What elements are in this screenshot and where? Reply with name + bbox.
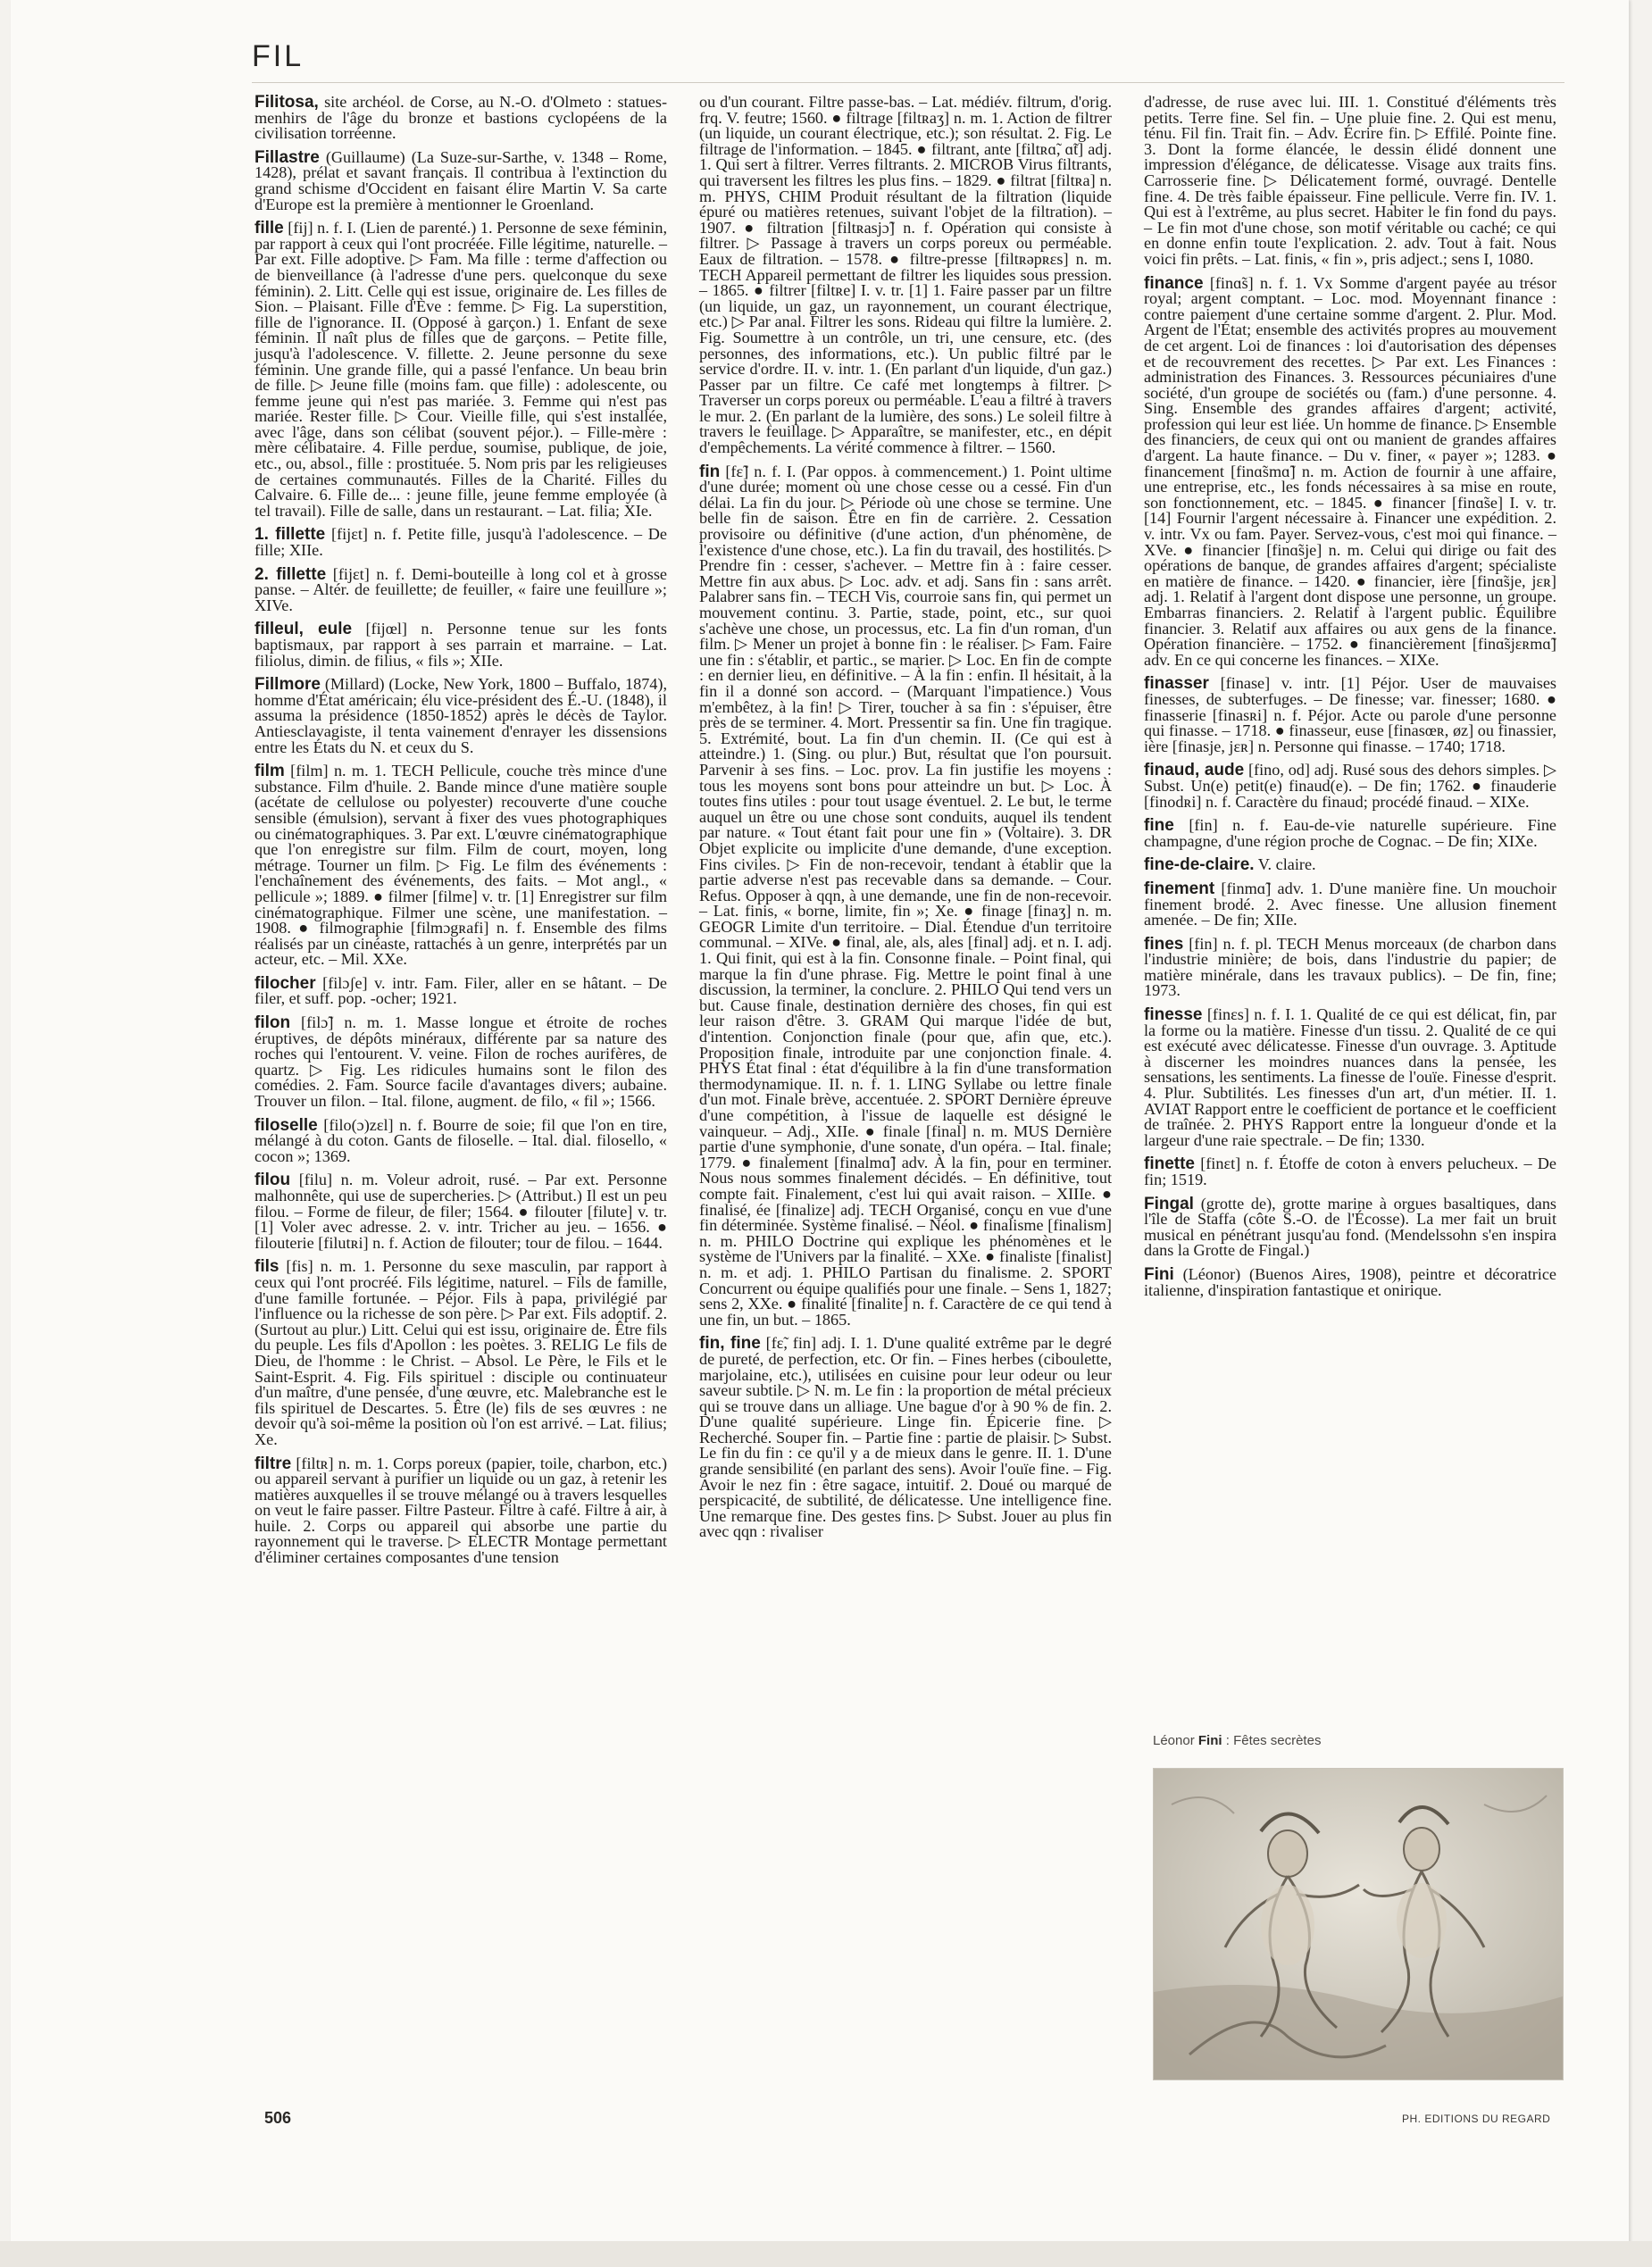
entry-headword: fils bbox=[254, 1257, 280, 1277]
entry-headword: finesse bbox=[1144, 1005, 1203, 1025]
dictionary-entry bbox=[254, 677, 667, 755]
dictionary-entry bbox=[1144, 95, 1556, 268]
entry-headword: filoselle bbox=[254, 1115, 318, 1135]
entry-definition: d'adresse, de ruse avec lui. III. 1. Constitué d'éléments très petits. Terre fine. Sel fin. – Une pluie fine. 2. Qui est menu, ténu. Fil fin. Trait fin. – Adv. Écrire fin. ▷ Effilé. Pointe fine. 3. Dont la forme élancée, le dessin élidé donnent une impression d'élégance, de délicatesse. Visage aux traits fins. Carrosserie fine. ▷ Délicatement formé, ouvragé. Dentelle fine. 4. De très faible épaisseur. Fine pellicule. Verre fin. IV. 1. Qui est à l'extrême, au plus secret. Habiter le fin fond du pays. – Le fin mot d'une chose, son motif véritable ou caché; ce qui en donne enfin toute l'explication. 2. adv. Tout à fait. Nous voici fin prêts. – Lat. finis, « fin », pris adject.; sens I, 1080. bbox=[1144, 93, 1556, 268]
entry-headword: finette bbox=[1144, 1154, 1195, 1174]
entry-headword: Fillastre bbox=[254, 147, 320, 167]
figure-caption bbox=[1153, 1733, 1564, 1748]
entry-definition: [fin] n. f. Eau-de-vie naturelle supérieure. Fine champagne, d'une région proche de Cognac. – De fin; XIXe. bbox=[1144, 816, 1556, 850]
dictionary-entry bbox=[699, 464, 1112, 1329]
dictionary-entry bbox=[254, 221, 667, 519]
dictionary-entry bbox=[254, 1456, 667, 1566]
dictionary-entry bbox=[1144, 273, 1557, 669]
entry-headword: fin bbox=[699, 462, 721, 481]
entry-definition: site archéol. de Corse, au N.-O. d'Olmeto : statues-menhirs de l'âge du bronze et bastions cyclopéens de la civilisation torréenne. bbox=[254, 93, 667, 143]
dictionary-entry bbox=[1144, 763, 1556, 810]
entry-definition: [filo(ɔ)zɛl] n. f. Bourre de soie; fil que l'on en tire, mélangé à du coton. Gants de filoselle. – Ital. dial. filosello, « cocon »; 1369. bbox=[254, 1115, 667, 1165]
dictionary-entry bbox=[1144, 881, 1556, 929]
entry-definition: (Millard) (Locke, New York, 1800 – Buffalo, 1874), homme d'État américain; élu vice-président des É.-U. (1848), il assuma la présidence (1850-1852) après le décès de Taylor. Antiesclavagiste, il tenta vainement d'enrayer les dissensions entre les États du N. et ceux du S. bbox=[254, 675, 667, 756]
entry-definition: [fɛ̃, fin] adj. I. 1. D'une qualité extrême par le degré de pureté, de perfection, etc. Or fin. – Fines herbes (ciboulette, marjolaine, etc.), utilisées en cuisine pour leur odeur ou leur saveur subtile. ▷ N. m. Le fin : la proportion de métal précieux qui se trouve dans un alliage. Une bague d'or à 90 % de fin. 2. D'une qualité supérieure. Linge fin. Épicerie fine. ▷ Recherché. Souper fin. – Partie fine : partie de plaisir. ▷ Subst. Le fin du fin : ce qu'il y a de mieux dans le genre. II. 1. D'une grande sensibilité (en parlant des sens). Avoir l'ouïe fine. – Fig. Avoir le nez fin : être sagace, intuitif. 2. Doué ou marqué de perspicacité, de subtilité, de délicatesse. Une intelligence fine. Une remarque fine. Des gestes fins. ▷ Subst. Jouer au plus fin avec qqn : rivaliser bbox=[699, 1334, 1112, 1541]
entry-definition: [filɔʃe] v. intr. Fam. Filer, aller en se hâtant. – De filer, et suff. pop. -ocher; 1921. bbox=[254, 973, 667, 1008]
entry-headword: filou bbox=[254, 1171, 291, 1190]
entry-headword: fine-de-claire. bbox=[1144, 855, 1255, 875]
dictionary-entry bbox=[254, 1115, 667, 1165]
entry-headword: fille bbox=[254, 219, 284, 238]
dictionary-entry bbox=[1144, 676, 1556, 754]
dictionary-entry bbox=[254, 147, 668, 213]
dictionary-entry bbox=[1144, 818, 1556, 849]
caption-name: Léonor bbox=[1153, 1733, 1195, 1748]
painting-illustration bbox=[1153, 1768, 1564, 2080]
dictionary-entry bbox=[1144, 1156, 1556, 1188]
column-2 bbox=[699, 95, 1112, 1548]
dictionary-entry bbox=[1144, 1007, 1556, 1148]
dictionary-entry bbox=[254, 1172, 667, 1251]
running-head: FIL bbox=[252, 39, 305, 73]
running-head-rule bbox=[252, 82, 1564, 83]
dictionary-entry bbox=[254, 1259, 667, 1447]
dictionary-entry bbox=[1144, 1264, 1556, 1299]
dictionary-entry bbox=[1144, 857, 1556, 873]
entry-definition: [finmɑ̃] adv. 1. D'une manière fine. Un mouchoir finement brodé. 2. Avec finesse. Une allusion finement amenée. – De fin; XIIe. bbox=[1144, 879, 1557, 929]
dictionary-entry bbox=[254, 1015, 667, 1110]
entry-definition: [fijɛt] n. f. Petite fille, jusqu'à l'adolescence. – De fille; XIIe. bbox=[254, 525, 667, 560]
entry-headword: fines bbox=[1144, 934, 1184, 954]
dictionary-entry bbox=[254, 621, 667, 669]
entry-headword: Fini bbox=[1144, 1264, 1174, 1284]
dictionary-entry bbox=[254, 527, 667, 558]
entry-definition: ou d'un courant. Filtre passe-bas. – Lat. médiév. filtrum, d'orig. frq. V. feutre; 1560. ● filtrage [filtʀaʒ] n. m. 1. Action de filtrer (un liquide, un courant électrique, etc.); son résultat. 2. Fig. Le filtrage de l'information. – 1845. ● filtrant, ante [filtʀɑ̃, ɑ̃t] adj. 1. Qui sert à filtrer. Verres filtrants. 2. MICROB Virus filtrants, qui traversent les filtres les plus fins. – 1829. ● filtrat [filtʀa] n. m. PHYS, CHIM Produit résultant de la filtration (liquide épuré ou matières retenues, suivant l'objet de la filtration). – 1907. ● filtration [filtʀasjɔ̃] n. f. Opération qui consiste à filtrer. ▷ Passage à travers un corps poreux ou perméable. Eaux de filtration. – 1578. ● filtre-presse [filtʀəpʀɛs] n. m. TECH Appareil permettant de filtrer les liquides sous pression. – 1865. ● filtrer [filtʀe] I. v. tr. [1] 1. Faire passer par un filtre (un liquide, un gaz, un rayonnement, un courant électrique, etc.) ▷ Par anal. Filtrer les sons. Rideau qui filtre la lumière. 2. Fig. Soumettre à un contrôle, un tri, une censure, etc. (des personnes, des informations, etc.). Un public filtré par le service d'ordre. II. v. intr. 1. (En parlant d'un liquide, d'un gaz.) Passer par un filtre. Ce café met longtemps à filtrer. ▷ Traverser un corps poreux ou perméable. L'eau a filtré à travers le mur. 2. (En parlant de la lumière, des sons.) Le soleil filtre à travers le feuillage. ▷ Apparaître, se manifester, etc., en dépit d'empêchements. La vérité commence à filtrer. – 1560. bbox=[699, 93, 1112, 457]
entry-definition: [filtʀ] n. m. 1. Corps poreux (papier, toile, charbon, etc.) ou appareil servant à purifier un liquide ou un gaz, à retenir les matières auxquelles il se trouve mélangé ou à travers lesquelles on veut le faire passer. Filtre Pasteur. Filtre à café. Filtre à air, à huile. 2. Corps ou appareil qui absorbe une partie du rayonnement qui le traverse. ▷ ELECTR Montage permettant d'éliminer certaines composantes d'une tension bbox=[254, 1454, 667, 1567]
entry-definition: [fino, od] adj. Rusé sous des dehors simples. ▷ Subst. Un(e) petit(e) finaud(e). – De fin; 1762. ● finauderie [finodʀi] n. f. Caractère du finaud; procédé finaud. – XIXe. bbox=[1144, 761, 1556, 811]
entry-definition: [fis] n. m. 1. Personne du sexe masculin, par rapport à ceux qui l'ont procréé. Fils légitime, naturel. – Fils de famille, d'une famille fortunée. – Péjor. Fils à papa, privilégié par l'influence ou la richesse de son père. ▷ Par ext. Fils adoptif. 2. (Surtout au plur.) Litt. Celui qui est issu, originaire de. Être fils du peuple. Les fils d'Apollon : les poètes. 3. RELIG Le fils de Dieu, de l'homme : le Christ. – Absol. Le Père, le Fils et le Saint-Esprit. 4. Fig. Fils spirituel : disciple ou continuateur d'un maître, d'une pensée, d'une œuvre, etc. Malebranche est le fils spirituel de Descartes. 5. Être (le) fils de ses œuvres : ne devoir qu'à soi-même la position où l'on est arrivé. – Lat. filius; Xe. bbox=[254, 1257, 668, 1448]
entry-definition: (Léonor) (Buenos Aires, 1908), peintre et décoratrice italienne, d'inspiration fantastique et onirique. bbox=[1144, 1264, 1556, 1299]
entry-definition: [fin] n. f. pl. TECH Menus morceaux (de charbon dans l'industrie minière; de bois, dans l'industrie du papier; de matière minérale, dans les travaux publics). – De fin, fine; 1973. bbox=[1144, 934, 1556, 1000]
entry-headword: fin, fine bbox=[699, 1334, 761, 1354]
dictionary-entry bbox=[699, 95, 1112, 456]
painting-image bbox=[1154, 1769, 1563, 2079]
dictionary-entry bbox=[699, 1336, 1112, 1540]
entry-definition: [filɔ̃] n. m. 1. Masse longue et étroite de roches éruptives, de dépôts minéraux, différente par sa nature des roches qui l'entourent. V. veine. Filon de roches aurifères, de quartz. ▷ Fig. Les ridicules humains sont le filon des comédies. 2. Fam. Source facile d'avantages divers; aubaine. Trouver un filon. – Ital. filone, augment. de filo, « fil »; 1566. bbox=[254, 1013, 667, 1111]
column-3 bbox=[1144, 95, 1556, 1306]
dictionary-entry bbox=[1144, 1196, 1556, 1259]
entry-definition: [finɑ̃s] n. f. 1. Vx Somme d'argent payée au trésor royal; argent comptant. – Loc. mod. Moyennant finance : contre paiement d'une certaine somme d'argent. 2. Plur. Mod. Argent de l'État; ensemble des activités propres au mouvement de cet argent. Loi de finances : loi d'autorisation des dépenses et de recouvrement des recettes. ▷ Par ext. Les Finances : administration des Finances. 3. Ressources pécuniaires d'une société, d'un groupe de sociétés ou (fam.) d'une personne. 4. Sing. Ensemble des grandes affaires d'argent; activité, profession qui leur est liée. Un homme de finance. ▷ Ensemble des financiers, de ceux qui ont ou manient de grandes affaires d'argent. La haute finance. – Du v. finer, « payer »; 1283. ● financement [finɑ̃smɑ̃] n. m. Action de fournir à une affaire, une entreprise, etc., les fonds nécessaires à sa mise en route, son fonctionnement, etc. – 1845. ● financer [finɑ̃se] I. v. tr. [14] Fournir l'argent nécessaire à. Financer une expédition. 2. v. intr. Vx ou fam. Payer. Servez-vous, c'est moi qui finance. – XVe. ● financier [finɑ̃sje] n. m. Celui qui dirige ou fait des opérations de banque, de grandes affaires d'argent; spécialiste en matière de finance. – 1420. ● financier, ière [finɑ̃sje, jɛʀ] adj. 1. Relatif à l'argent dont dispose une personne, un groupe. Embarras financiers. 2. Relatif à l'argent public. Équilibre financier. 3. Relatif aux affaires ou aux gens de la finance. Opération financière. – 1752. ● financièrement [finɑ̃sjɛʀmɑ̃] adv. En ce qui concerne les finances. – XIXe. bbox=[1144, 273, 1557, 669]
entry-definition: (grotte de), grotte marine à orgues basaltiques, dans l'île de Staffa (côte S.-O. de l'Écosse). La mer fait un bruit musical en pénétrant jusqu'au fond. (Mendelssohn s'en inspira dans la Grotte de Fingal.) bbox=[1144, 1194, 1556, 1260]
dictionary-entry bbox=[254, 763, 667, 968]
entry-headword: finaud, aude bbox=[1144, 761, 1245, 780]
dictionary-entry bbox=[254, 973, 667, 1008]
entry-definition: [filu] n. m. Voleur adroit, rusé. – Par ext. Personne malhonnête, qui use de supercheries. ▷ (Attribut.) Il est un peu filou. – Forme de fileur, de filer; 1564. ● filouter [filute] v. tr. [1] Voler avec adresse. 2. v. intr. Tricher au jeu. – 1656. ● filouterie [filutʀi] n. f. Action de filouter; tour de filou. – 1644. bbox=[254, 1171, 667, 1252]
entry-definition: V. claire. bbox=[1257, 855, 1316, 874]
entry-definition: [fijɛt] n. f. Demi-bouteille à long col et à grosse panse. – Altér. de feuillette; de feuiller, « faire une feuillure »; XIVe. bbox=[254, 564, 668, 614]
entry-headword: finement bbox=[1144, 879, 1215, 898]
entry-definition: [film] n. m. 1. TECH Pellicule, couche très mince d'une substance. Film d'huile. 2. Bande mince d'une matière souple (acétate de cellulose ou polyester) recouverte d'une couche sensible (émulsion), servant à fixer des vues photographiques ou cinématographiques. 3. Par ext. L'œuvre cinématographique que l'on enregistre sur film. Film de court, moyen, long métrage. Tourner un film. ▷ Fig. Le film des événements : l'enchaînement des événements, des faits. – Mot angl., « pellicule »; 1889. ● filmer [filme] v. tr. [1] Enregistrer sur film cinématographique. Filmer une scène, une manifestation. – 1908. ● filmographie [filmɔgʀafi] n. f. Ensemble des films réalisés par un cinéaste, rattachés à un genre, interprétés par un acteur, etc. – Mil. XXe. bbox=[254, 762, 667, 969]
entry-headword: finasser bbox=[1144, 674, 1209, 694]
entry-definition: [finɛt] n. f. Étoffe de coton à envers pelucheux. – De fin; 1519. bbox=[1144, 1154, 1556, 1188]
column-1 bbox=[254, 95, 667, 1574]
entry-headword: finance bbox=[1144, 273, 1204, 293]
entry-definition: [finase] v. intr. [1] Péjor. User de mauvaises finesses, de subterfuges. – De finesse; var. finesser; 1680. ● finasserie [finasʀi] n. f. Péjor. Acte ou parole d'une personne qui finasse. – 1718. ● finasseur, euse [finasœʀ, øz] ou finassier, ière [finasje, jɛʀ] n. Personne qui finasse. – 1740; 1718. bbox=[1144, 674, 1556, 755]
entry-headword: film bbox=[254, 762, 285, 781]
page-bottom-edge bbox=[0, 2241, 1652, 2267]
entry-definition: [fijœl] n. Personne tenue sur les fonts baptismaux, par rapport à ses parrain et marraine. – Lat. filiolus, dimin. de filius, « fils »; XIIe. bbox=[254, 620, 667, 670]
photo-credit: PH. EDITIONS DU REGARD bbox=[1402, 2113, 1551, 2125]
entry-headword: Fillmore bbox=[254, 675, 321, 695]
dictionary-entry bbox=[1144, 934, 1556, 1000]
entry-headword: fine bbox=[1144, 816, 1174, 836]
entry-headword: filocher bbox=[254, 973, 316, 993]
entry-headword: 1. fillette bbox=[254, 525, 326, 545]
dictionary-entry bbox=[254, 564, 668, 614]
entry-headword: filon bbox=[254, 1013, 291, 1033]
entry-definition: [fɛ̃] n. f. I. (Par oppos. à commencement.) 1. Point ultime d'une durée; moment où une chose cesse ou a cessé. Fin d'un délai. La fin du jour. ▷ Période où une chose se termine. Une belle fin de saison. Être en fin de carrière. 2. Cessation provisoire ou définitive (d'une action, d'un phénomène, de l'existence d'une chose, etc.). La fin du travail, des hostilités. ▷ Prendre fin : cesser, s'achever. – Mettre fin à : faire cesser. Mettre fin aux abus. ▷ Loc. adv. et adj. Sans fin : sans arrêt. Palabrer sans fin. – TECH Vis, courroie sans fin, qui permet un mouvement continu. 3. Partie, stade, point, etc., sur quoi s'achève une chose, un processus, etc. La fin d'un roman, d'un film. ▷ Mener un projet à bonne fin : le réaliser. ▷ Fam. Faire une fin : s'établir, et partic., se marier. ▷ Loc. En fin de compte : en dernier lieu, en définitive. – À la fin : enfin. Il hésitait, à la fin il a donné son accord. – (Marquant l'impatience.) Vous m'embêtez, à la fin! ▷ Tirer, toucher à sa fin : s'épuiser, être près de se terminer. 4. Mort. Pressentir sa fin. Une fin tragique. 5. Extrémité, bout. La fin d'un chemin. II. (Ce qui est à atteindre.) 1. (Sing. ou plur.) But, résultat que l'on poursuit. Parvenir à ses fins. – Loc. prov. La fin justifie les moyens : tous les moyens sont bons pour atteindre un but. ▷ Loc. À toutes fins utiles : pour tout usage éventuel. 2. Le but, le terme auquel un être ou une chose sont conduits, auquel ils tendent par nature. « Tout étant fait pour une fin » (Voltaire). 3. DR Objet explicite ou implicite d'une demande, d'une exception. Fins civiles. ▷ Fin de non-recevoir, tendant à établir que la partie adverse n'est pas recevable dans sa demande. – Cour. Refus. Opposer à qqn, à une demande, une fin de non-recevoir. – Lat. finis, « borne, limite, fin »; Xe. ● finage [finaʒ] n. m. GEOGR Limite d'un territoire. – Dial. Étendue d'un territoire communal. – XIVe. ● final, ale, als, ales [final] adj. et n. I. adj. 1. Qui finit, qui est à la fin. Consonne finale. – Point final, qui marque la fin d'une phrase. Fig. Mettre le point final à une discussion, la terminer, la conclure. 2. PHILO Qui tend vers un but. Cause finale, destination dernière des choses, fin qui est leur raison d'être. 3. GRAM Qui marque l'idée de but, d'intention. Conjonction finale (pour que, afin que, etc.). Proposition finale, introduite par une conjonction finale. 4. PHYS État final : état d'équilibre à la fin d'une transformation thermodynamique. II. n. f. 1. LING Syllabe ou lettre finale d'un mot. Finale brève, accentuée. 2. SPORT Dernière épreuve d'une compétition, à l'issue de laquelle est désigné le vainqueur. – Adj., XIIe. ● finale [final] n. m. MUS Dernière partie d'une symphonie, d'une sonate, d'un opéra. – Ital. finale; 1779. ● finalement [finalmɑ̃] adv. À la fin, pour en terminer. Nous nous sommes finalement décidés. – En définitive, tout compte fait. Finalement, c'est lui qui avait raison. – XIIIe. ● finalisé, ée [finalize] adj. TECH Organisé, conçu en vue d'une fin déterminée. Système finalisé. – Néol. ● finalisme [finalism] n. m. PHILO Doctrine qui explique les phénomènes et le système de l'Univers par la finalité. – XXe. ● finaliste [finalist] n. m. et adj. 1. PHILO Partisan du finalisme. 2. SPORT Concurrent ou équipe qualifiés pour une finale. – Sens 1, 1827; sens 2, XXe. ● finalité [finalite] n. f. Caractère de ce qui tend à une fin, un but. – 1865. bbox=[699, 462, 1112, 1329]
entry-definition: (Guillaume) (La Suze-sur-Sarthe, v. 1348 – Rome, 1428), prélat et savant français. Il contribua à l'extinction du grand schisme d'Occident en faisant élire Martin V. Sa carte d'Europe est la première à mentionner le Groenland. bbox=[254, 147, 668, 213]
page-number: 506 bbox=[264, 2109, 292, 2127]
entry-headword: filtre bbox=[254, 1454, 292, 1473]
entry-headword: filleul, eule bbox=[254, 620, 353, 639]
caption-surname: Fini bbox=[1197, 1733, 1222, 1748]
entry-headword: 2. fillette bbox=[254, 564, 327, 584]
entry-headword: Fingal bbox=[1144, 1194, 1194, 1213]
entry-definition: [fij] n. f. I. (Lien de parenté.) 1. Personne de sexe féminin, par rapport à ceux qui l'ont procréée. Fille légitime, naturelle. – Par ext. Fille adoptive. ▷ Fam. Ma fille : terme d'affection ou de bienveillance (à l'adresse d'une pers. quelconque du sexe féminin). 2. Litt. Celle qui est issue, originaire de. Les filles de Sion. – Plaisant. Fille d'Ève : femme. ▷ Fig. La superstition, fille de l'ignorance. II. (Opposé à garçon.) 1. Enfant de sexe féminin. Il naît plus de filles que de garçons. – Petite fille, jusqu'à l'adolescence. V. fillette. 2. Jeune personne du sexe féminin. Une grande fille, qui a passé l'enfance. Un beau brin de fille. ▷ Jeune fille (moins fam. que fille) : adolescente, ou femme jeune qui n'est pas mariée. 3. Femme qui n'est pas mariée. Rester fille. ▷ Cour. Vieille fille, qui s'est installée, avec l'âge, dans son célibat (souvent péjor.). – Fille-mère : mère célibataire. 4. Fille perdue, soumise, publique, de joie, etc., ou, absol., fille : prostituée. 5. Nom pris par les religieuses de certaines communautés. Filles de la Charité. Filles du Calvaire. 6. Fille de... : jeune fille, jeune femme employée (à tel travail). Fille de salle, dans un restaurant. – Lat. filia; XIe. bbox=[254, 219, 668, 520]
dictionary-entry bbox=[254, 95, 667, 142]
caption-title: : Fêtes secrètes bbox=[1225, 1733, 1322, 1748]
entry-definition: [finɛs] n. f. I. 1. Qualité de ce qui est délicat, fin, par la forme ou la matière. Finesse d'un tissu. 2. Qualité de ce qui est exécuté avec délicatesse. Finesse d'un ouvrage. 3. Aptitude à discerner les moindres nuances dans la pensée, les sensations, les sentiments. La finesse de l'ouïe. Finesse d'esprit. 4. Plur. Subtilités. Les finesses d'un art, d'un métier. II. 1. AVIAT Rapport entre le coefficient de portance et le coefficient de traînée. 2. PHYS Rapport entre la longueur d'onde et la largeur d'une raie spectrale. – De fin; 1330. bbox=[1144, 1005, 1556, 1149]
entry-headword: Filitosa, bbox=[254, 93, 319, 112]
